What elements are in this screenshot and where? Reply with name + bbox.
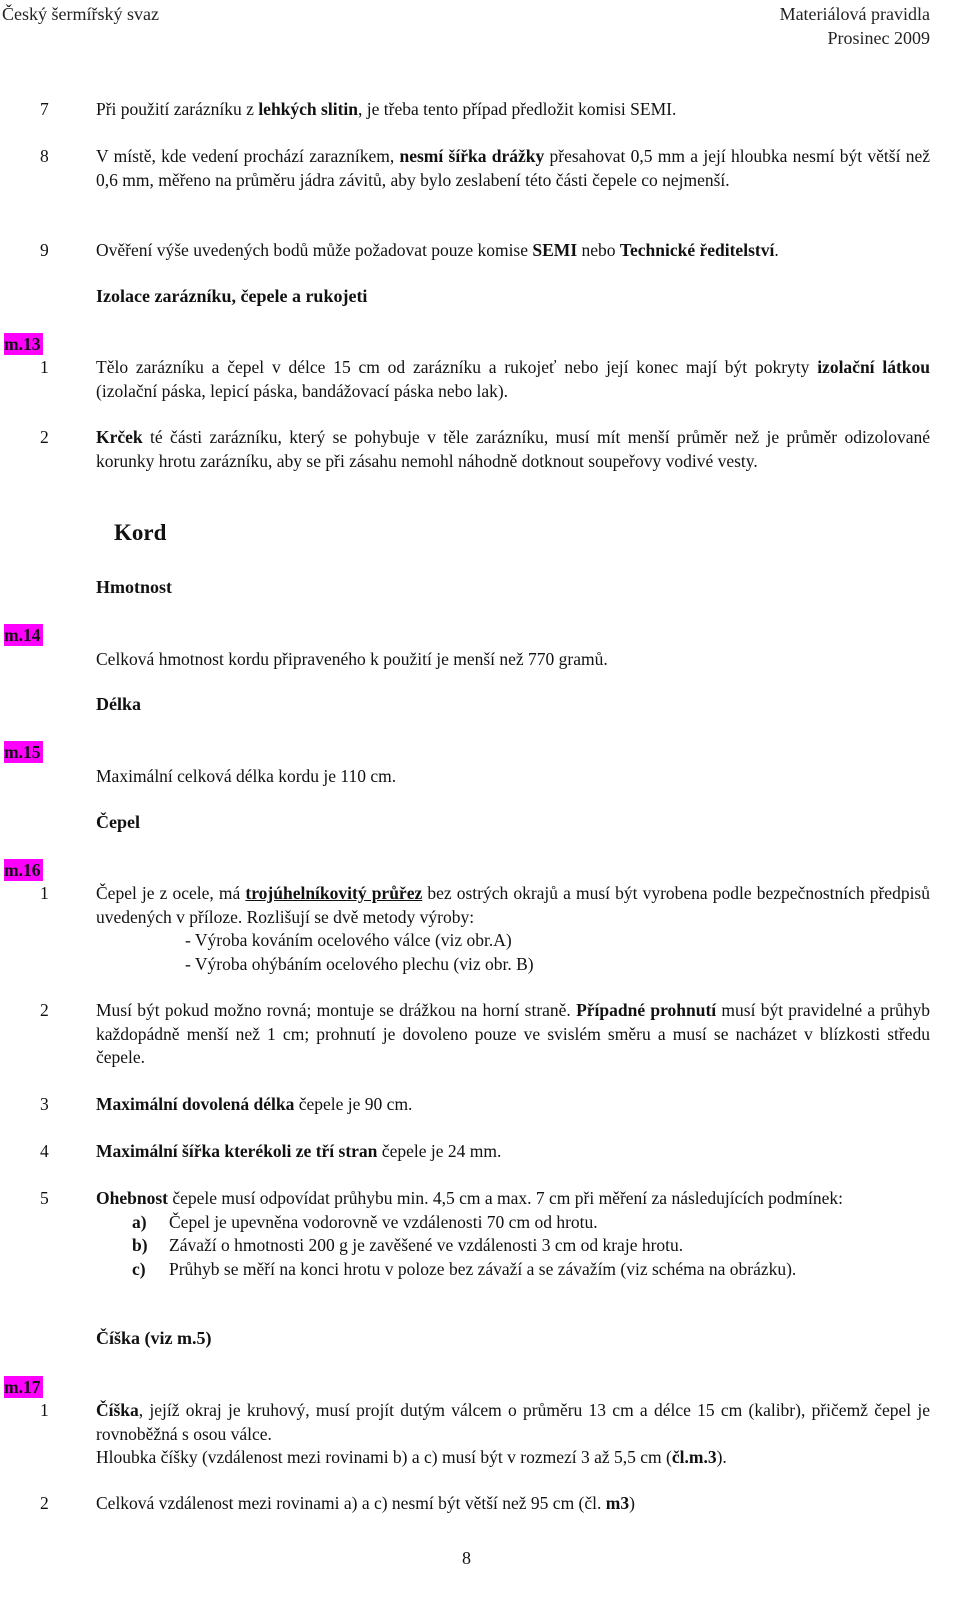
item-number: 2 xyxy=(40,1493,49,1513)
item-number: 8 xyxy=(40,146,49,166)
section-heading-delka: Délka xyxy=(96,694,141,714)
rule-m16-3: 3 Maximální dovolená délka čepele je 90 cm. xyxy=(40,1093,930,1117)
condition-a: a) Čepel je upevněna vodorovně ve vzdálenosti 70 cm od hrotu. xyxy=(132,1211,598,1232)
rule-m13-1: 1 Tělo zarázníku a čepel v délce 15 cm od zarázníku a rukojeť nebo její konec mají být pokryty izolační látkou (izolační páska, lepicí páska, bandážovací páska nebo lak). xyxy=(40,357,930,401)
header-title: Materiálová pravidla xyxy=(779,4,930,24)
rule-m17-2: 2 Celková vzdálenost mezi rovinami a) a c) nesmí být větší než 95 cm (čl. m3) xyxy=(40,1492,930,1516)
item-number: 1 xyxy=(40,357,49,377)
item-number: 5 xyxy=(40,1188,49,1208)
rule-tag-m17: m.17 xyxy=(4,1376,43,1398)
method-bending: - Výroba ohýbáním ocelového plechu (viz obr. B) xyxy=(185,953,534,974)
item-number: 2 xyxy=(40,1000,49,1020)
rule-m14-text: Celková hmotnost kordu připraveného k použití je menší než 770 gramů. xyxy=(96,649,608,669)
item-number: 3 xyxy=(40,1094,49,1114)
method-forging: - Výroba kováním ocelového válce (viz obr.A) xyxy=(185,930,512,950)
rule-item-8: 8 V místě, kde vedení prochází zarazníkem, nesmí šířka drážky přesahovat 0,5 mm a její hloubka nesmí být větší než 0,6 mm, měřeno na průměru jádra závitů, aby bylo zeslabení této části čepele co nejmenší. xyxy=(40,146,930,190)
rule-m17-1: 1 Číška, jejíž okraj je kruhový, musí projít dutým válcem o průměru 13 cm a délce 15 cm (kalibr), přičemž čepel je rovnoběžná s osou válce. Hloubka číšky (vzdálenost mezi rovinami b) a c) musí být v rozmezí 3 až 5,5 cm (čl.m.3). xyxy=(40,1400,930,1467)
section-title-kord: Kord xyxy=(114,520,167,545)
condition-c: c) Průhyb se měří na konci hrotu v poloze bez závaží a se závažím (viz schéma na obrázku). xyxy=(132,1258,797,1279)
rule-item-9: 9 Ověření výše uvedených bodů může požadovat pouze komise SEMI nebo Technické ředitelství. xyxy=(40,239,930,263)
condition-b: b) Závaží o hmotnosti 200 g je zavěšené ve vzdálenosti 3 cm od kraje hrotu. xyxy=(132,1235,684,1255)
rule-m16-4: 4 Maximální šířka kterékoli ze tří stran čepele je 24 mm. xyxy=(40,1140,930,1164)
section-heading-hmotnost: Hmotnost xyxy=(96,577,172,597)
item-number: 1 xyxy=(40,883,49,903)
section-heading-izolace: Izolace zarázníku, čepele a rukojeti xyxy=(96,286,368,306)
item-number: 4 xyxy=(40,1141,49,1161)
rule-item-7: 7 Při použití zarázníku z lehkých slitin, je třeba tento případ předložit komisi SEMI. xyxy=(40,98,930,122)
header-date: Prosinec 2009 xyxy=(827,28,930,48)
rule-tag-m16: m.16 xyxy=(4,859,43,881)
page-number: 8 xyxy=(462,1548,471,1568)
item-number: 1 xyxy=(40,1400,49,1420)
rule-m16-5: 5 Ohebnost čepele musí odpovídat průhybu min. 4,5 cm a max. 7 cm při měření za následujících podmínek: a) Čepel je upevněna vodorovně ve vzdálenosti 70 cm od hrotu. b) Závaží o hmotnosti 200 g je zavěšené ve vzdálenosti 3 cm od kraje hrotu. c) Průhyb se měří na konci hrotu v poloze bez závaží a se závažím (viz schéma na obrázku). xyxy=(40,1187,930,1281)
item-number: 2 xyxy=(40,427,49,447)
rule-tag-m14: m.14 xyxy=(4,624,43,646)
item-number: 9 xyxy=(40,240,49,260)
rule-tag-m15: m.15 xyxy=(4,741,43,763)
rule-m13-2: 2 Krček té části zarázníku, který se pohybuje v těle zarázníku, musí mít menší průměr než je průměr odizolované korunky hrotu zarázníku, aby se při zásahu nemohl náhodně dotknout soupeřovy vodivé vesty. xyxy=(40,427,930,471)
rule-m16-2: 2 Musí být pokud možno rovná; montuje se drážkou na horní straně. Případné prohnutí musí být pravidelné a průhyb každopádně menší než 1 cm; prohnutí je dovoleno pouze ve svislém směru a musí se nacházet v blízkosti středu čepele. xyxy=(40,1000,930,1067)
header-organization: Český šermířský svaz xyxy=(2,4,159,24)
rule-m16-1: 1 Čepel je z ocele, má trojúhelníkovitý průřez bez ostrých okrajů a musí být vyrobena podle bezpečnostních předpisů uvedených v příloze. Rozlišují se dvě metody výroby: - Výroba kováním ocelového válce (viz obr.A) - Výroba ohýbáním ocelového plechu (viz obr. B) xyxy=(40,882,930,976)
rule-tag-m13: m.13 xyxy=(4,333,43,355)
section-heading-ciska: Číška (viz m.5) xyxy=(96,1328,212,1348)
section-heading-cepel: Čepel xyxy=(96,812,140,832)
item-number: 7 xyxy=(40,99,49,119)
rule-m15-text: Maximální celková délka kordu je 110 cm. xyxy=(96,766,397,786)
